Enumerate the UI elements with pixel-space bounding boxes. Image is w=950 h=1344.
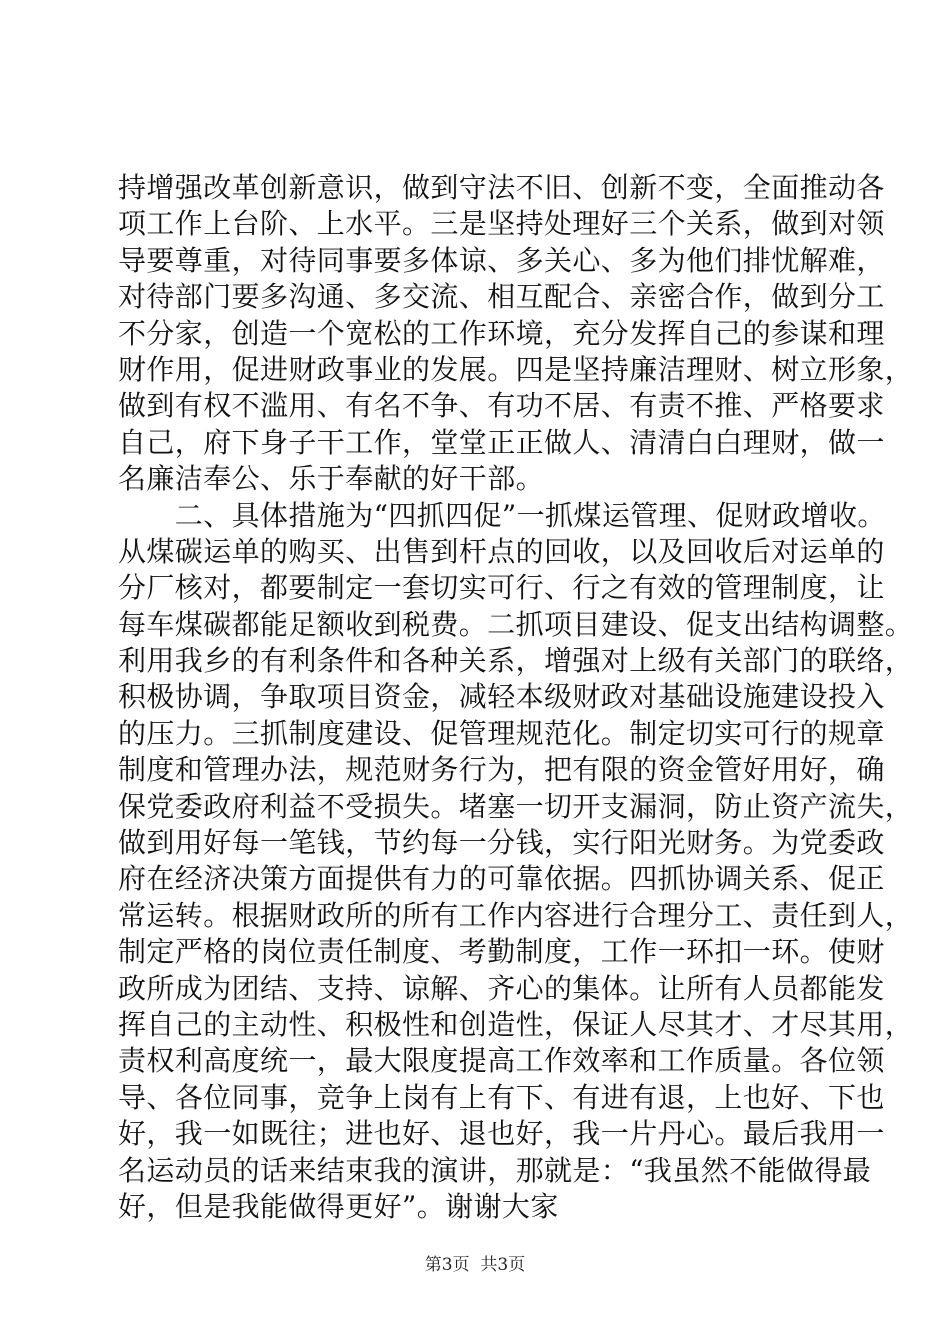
text-line: 导要尊重，对待同事要多体谅、多关心、多为他们排忧解难， xyxy=(118,243,885,277)
text-line: 项工作上台阶、上水平。三是坚持处理好三个关系，做到对领 xyxy=(118,207,885,241)
text-line: 责权利高度统一，最大限度提高工作效率和工作质量。各位领 xyxy=(118,1044,885,1078)
text-line: 二、具体措施为“四抓四促”一抓煤运管理、促财政增收。 xyxy=(118,498,886,532)
page-number: 第3页 共3页 xyxy=(424,1255,526,1275)
text-line: 利用我乡的有利条件和各种关系，增强对上级有关部门的联络， xyxy=(118,644,914,678)
text-line: 持增强改革创新意识，做到守法不旧、创新不变，全面推动各 xyxy=(118,171,885,204)
text-line: 做到有权不滥用、有名不争、有功不居、有责不推、严格要求 xyxy=(118,389,885,423)
text-line: 常运转。根据财政所的所有工作内容进行合理分工、责任到人， xyxy=(118,898,914,932)
text-line: 从煤碳运单的购买、出售到杆点的回收，以及回收后对运单的 xyxy=(118,534,885,568)
text-line: 制定严格的岗位责任制度、考勤制度，工作一环扣一环。使财 xyxy=(118,935,885,969)
text-line: 府在经济决策方面提供有力的可靠依据。四抓协调关系、促正 xyxy=(118,862,885,896)
text-line: 自己，府下身子干工作，堂堂正正做人、清清白白理财，做一 xyxy=(118,425,885,459)
text-line: 积极协调，争取项目资金，减轻本级财政对基础设施建设投入 xyxy=(118,680,885,714)
page-footer xyxy=(0,1254,950,1276)
text-line: 做到用好每一笔钱，节约每一分钱，实行阳光财务。为党委政 xyxy=(118,826,885,860)
text-line: 好，我一如既往；进也好、退也好，我一片丹心。最后我用一 xyxy=(118,1117,885,1151)
text-line: 好，但是我能做得更好”。谢谢大家 xyxy=(118,1189,559,1223)
text-line: 保党委政府利益不受损失。堵塞一切开支漏洞，防止资产流失， xyxy=(118,789,914,823)
text-line: 对待部门要多沟通、多交流、相互配合、亲密合作，做到分工 xyxy=(118,280,885,314)
text-line: 的压力。三抓制度建设、促管理规范化。制定切实可行的规章 xyxy=(118,716,885,750)
text-line: 名廉洁奉公、乐于奉献的好干部。 xyxy=(118,462,545,496)
text-line: 财作用，促进财政事业的发展。四是坚持廉洁理财、树立形象， xyxy=(118,352,914,386)
text-line: 每车煤碳都能足额收到税费。二抓项目建设、促支出结构调整。 xyxy=(118,607,914,641)
text-line: 制度和管理办法，规范财务行为，把有限的资金管好用好，确 xyxy=(118,753,885,787)
text-line: 导、各位同事，竞争上岗有上有下、有进有退，上也好、下也 xyxy=(118,1080,885,1114)
text-line: 名运动员的话来结束我的演讲，那就是：“我虽然不能做得最 xyxy=(118,1153,872,1187)
text-line: 政所成为团结、支持、谅解、齐心的集体。让所有人员都能发 xyxy=(118,971,885,1005)
body-text xyxy=(118,170,914,1225)
text-line: 分厂核对，都要制定一套切实可行、行之有效的管理制度，让 xyxy=(118,571,885,605)
text-line: 不分家，创造一个宽松的工作环境，充分发挥自己的参谋和理 xyxy=(118,316,885,350)
text-line: 挥自己的主动性、积极性和创造性，保证人尽其才、才尽其用， xyxy=(118,1007,914,1041)
